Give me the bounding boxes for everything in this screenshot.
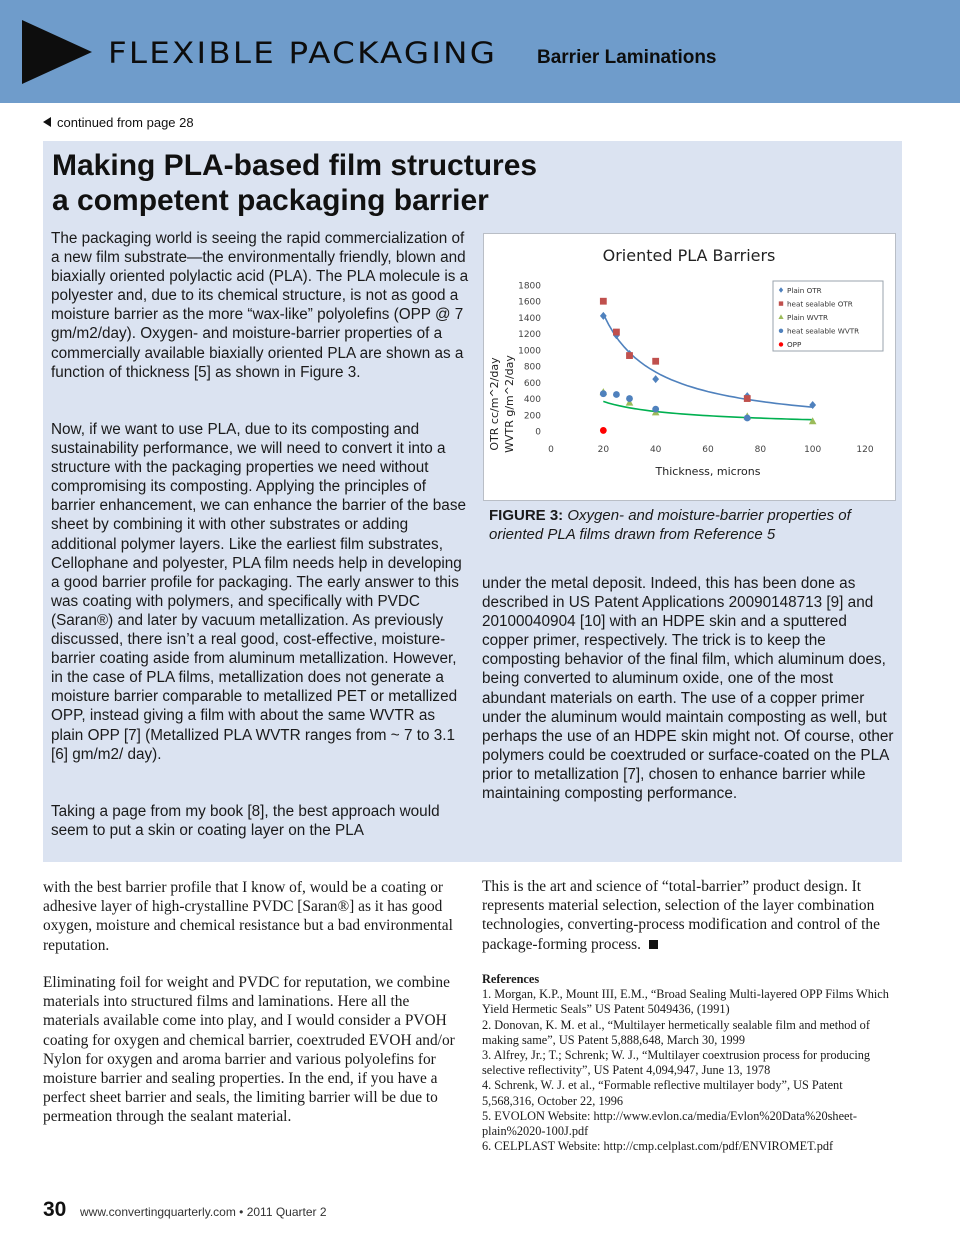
article-headline [52, 148, 612, 218]
data-point-heat-sealable-wvtr [626, 395, 633, 402]
body-paragraph: with the best barrier profile that I know of, would be a coating or adhesive layer of high-crystalline PVDC [Saran®] as it has good oxygen, moisture and chemical resistance but a bad environmental reputation. [43, 879, 453, 954]
legend-label: heat sealable OTR [787, 299, 853, 309]
legend-marker [779, 329, 783, 333]
x-tick-label: 120 [856, 445, 874, 455]
x-tick-label: 60 [702, 445, 714, 455]
y-tick-label: 600 [523, 378, 541, 389]
data-point-heat-sealable-wvtr [613, 391, 620, 398]
x-tick-label: 40 [649, 445, 662, 455]
data-point-heat-sealable-otr [600, 298, 607, 305]
data-point-plain-wvtr [809, 417, 817, 424]
section-subtitle: Barrier Laminations [537, 47, 717, 68]
reference-item: 5. EVOLON Website: http://www.evlon.ca/media/Evlon%20Data%20sheet-plain%2020-100J.pdf [482, 1108, 858, 1139]
y-tick-label: 1800 [518, 281, 541, 292]
data-point-plain-otr [652, 375, 659, 383]
y-tick-label: 400 [523, 395, 541, 406]
figure-caption [489, 506, 889, 544]
legend-marker [779, 342, 783, 346]
chart-title: Oriented PLA Barriers [602, 246, 776, 265]
body-paragraph-text: This is the art and science of “total-barrier” product design. It represents material selection, selection of the layer combination technologies, converting-process modification and control of the package-forming process. [482, 878, 880, 953]
y-axis-label-wvtr: WVTR g/m^2/day [503, 355, 516, 453]
reference-item: 6. CELPLAST Website: http://cmp.celplast.com/pdf/ENVIROMET.pdf [482, 1139, 834, 1154]
y-tick-label: 1200 [518, 330, 541, 341]
triangle-logo-icon [22, 20, 92, 84]
reference-item: 3. Alfrey, Jr.; T.; Schrenk; W. J., “Multilayer coextrusion process for producing selective reflectivity”, US Patent 4,094,947, June 13, 1978 [482, 1048, 871, 1078]
headline-line: a competent packaging barrier [52, 184, 489, 217]
end-mark-icon [649, 940, 658, 949]
y-tick-label: 800 [523, 362, 541, 373]
sidebar-paragraph: The packaging world is seeing the rapid commercialization of a new film substrate—the environmentally friendly, blown and biaxially oriented polylactic acid (PLA). The PLA molecule is a polyester and, due to its chemical structure, is not as good a moisture barrier as the more “wax-like” polyolefins (OPP @ 7 gm/m2/day). Oxygen- and moisture-barrier properties of a commercially available biaxially oriented PLA are shown as a function of thickness [5] as shown in Figure 3. [51, 230, 469, 381]
legend-label: OPP [787, 340, 802, 350]
x-tick-label: 100 [804, 445, 822, 455]
figure-caption-text: Oxygen- and moisture-barrier properties of oriented PLA films drawn from Reference 5 [489, 507, 851, 543]
reference-item: 1. Morgan, K.P., Mount III, E.M., “Broad Sealing Multi-layered OPP Films Which Yield Hermetic Seals” US Patent 5049436, (1991) [482, 987, 889, 1017]
legend-marker [779, 301, 783, 305]
references-title: References [482, 972, 540, 986]
data-point-heat-sealable-wvtr [600, 390, 607, 397]
data-point-heat-sealable-otr [652, 358, 659, 365]
x-tick-label: 20 [597, 445, 610, 455]
continued-note[interactable] [43, 115, 194, 130]
data-point-heat-sealable-wvtr [744, 415, 751, 422]
legend-label: heat sealable WVTR [787, 326, 860, 336]
y-tick-label: 1000 [518, 346, 541, 357]
data-point-heat-sealable-otr [626, 352, 633, 359]
data-point-plain-otr [809, 401, 816, 409]
arrow-left-icon [43, 117, 51, 127]
reference-item: 4. Schrenk, W. J. et al., “Formable reflective multilayer body”, US Patent 5,568,316, October 22, 1996 [482, 1078, 843, 1108]
x-tick-label: 0 [548, 445, 554, 455]
sidebar-paragraph-right: under the metal deposit. Indeed, this has been done as described in US Patent Applications 20090148713 [9] and 20100040904 [10] with an HDPE skin and a sputtered copper primer, respectively. The trick is to keep the composting behavior of the final film, which aluminum does, being converted to aluminum oxide, one of the most abundant materials on earth. The use of a copper primer under the aluminum would maintain composting as well, but perhaps the use of an HDPE skin might not. Of course, other polymers could be coextruded or surface-coated on the PLA prior to metallization [7], chosen to enhance barrier while maintaining composting performance. [482, 575, 894, 803]
y-tick-label: 200 [523, 411, 541, 422]
y-tick-label: 1600 [518, 297, 541, 308]
x-axis-label: Thickness, microns [655, 465, 761, 478]
sidebar-paragraph: Now, if we want to use PLA, due to its composting and sustainability performance, we will need to convert it into a structure with the packaging properties we need without compromising its composting. Applying the principles of barrier enhancement, we can enhance the barrier of the base sheet by combining it with other substrates or adding additional polymer layers. Like the earliest film substrates, Cellophane and polyester, PLA film needs help in developing a good barrier profile for packaging. The early answer to this was coating with polymers, and specifically with PVDC (Saran®) and later by vacuum metallization. As previously discussed, there isn’t a real good, cost-effective, moisture-barrier coating aside from aluminum metallization. However, in the case of PLA films, metallization does not generate a moisture barrier comparable to metallized PET or metallized OPP, instead giving a film with about the same WVTR as plain OPP [7] (Metallized PLA WVTR ranges from ~ 7 to 3.1 [6] gm/m2/ day). [51, 421, 466, 763]
x-tick-label: 80 [754, 445, 767, 455]
continued-text: continued from page 28 [57, 115, 194, 130]
y-axis-label-otr: OTR cc/m^2/day [488, 357, 501, 451]
legend-label: Plain WVTR [787, 313, 828, 322]
legend-label: Plain OTR [787, 285, 822, 295]
page-number: 30 [43, 1198, 67, 1221]
body-paragraph: Eliminating foil for weight and PVDC for reputation, we combine materials into structured films and laminations. Here all the materials available come into play, and I would consider a PVOH coating for oxygen and chemical barrier, coextruded EVOH and/or Nylon for oxygen and aroma barrier and various polyolefins for moisture barrier and sealing properties. In the end, if you have a perfect sheet barrier and seals, the limiting barrier will be due to permeation through the sealant material. [43, 974, 455, 1126]
references [482, 972, 894, 1154]
data-point-heat-sealable-otr [613, 329, 620, 336]
chart-svg [484, 234, 895, 500]
footer-text: www.convertingquarterly.com • 2011 Quarter 2 [80, 1205, 327, 1219]
y-tick-label: 1400 [518, 313, 541, 324]
figure-label: FIGURE 3: [489, 507, 564, 524]
y-tick-label: 0 [535, 427, 541, 438]
section-title: FLEXIBLE PACKAGING [108, 36, 498, 70]
reference-item: 2. Donovan, K. M. et al., “Multilayer hermetically sealable film and method of making same”, US Patent 5,888,648, March 30, 1999 [482, 1017, 870, 1047]
figure-3-chart [483, 233, 896, 501]
headline-line: Making PLA-based film structures [52, 149, 538, 182]
sidebar-paragraph: Taking a page from my book [8], the best approach would seem to put a skin or coating layer on the PLA [51, 803, 440, 840]
body-paragraph-right [482, 877, 896, 954]
data-point-heat-sealable-wvtr [652, 406, 659, 413]
data-point-heat-sealable-otr [744, 395, 751, 402]
data-point-opp [600, 427, 607, 434]
